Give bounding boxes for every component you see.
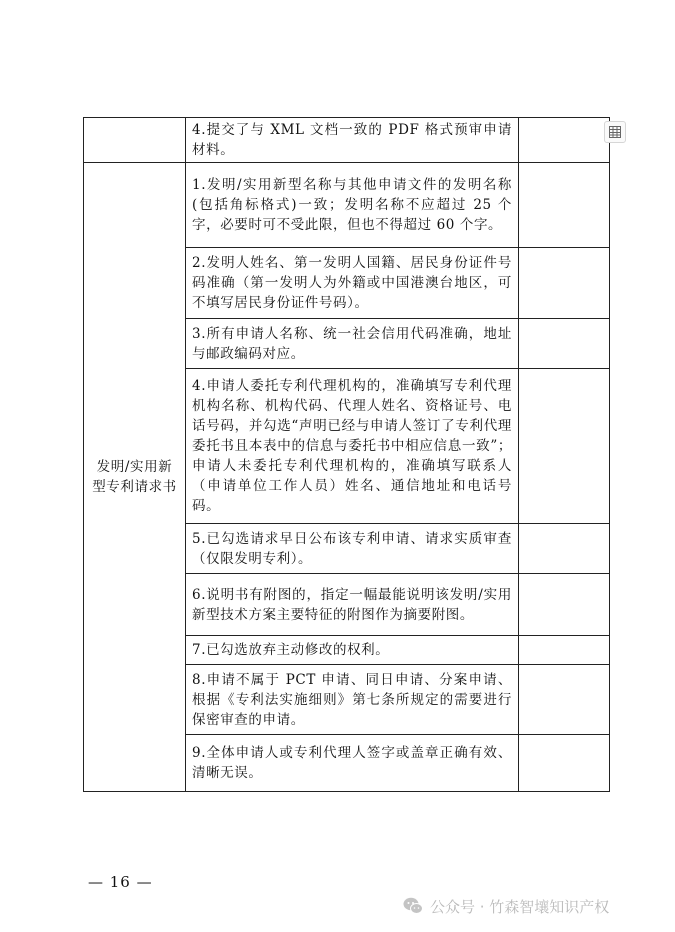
requirement-text: 2.发明人姓名、第一发明人国籍、居民身份证件号码准确（第一发明人为外籍或中国港澳台地区，可不填写居民身份证件号码）。 [186, 248, 519, 319]
requirement-text: 3.所有申请人名称、统一社会信用代码准确，地址与邮政编码对应。 [186, 319, 519, 369]
check-cell[interactable] [519, 319, 610, 369]
check-cell[interactable] [519, 163, 610, 248]
watermark-text: 公众号 · 竹森智壤知识产权 [430, 897, 610, 916]
table-row [84, 118, 610, 163]
category-cell-empty [84, 118, 186, 163]
check-cell[interactable] [519, 118, 610, 163]
check-cell[interactable] [519, 369, 610, 524]
check-cell[interactable] [519, 248, 610, 319]
page-number: — 16 — [88, 873, 153, 891]
check-cell[interactable] [519, 665, 610, 735]
requirement-text: 1.发明/实用新型名称与其他申请文件的发明名称(包括角标格式)一致；发明名称不应超过 25 个字，必要时可不受此限，但也不得超过 60 个字。 [186, 163, 519, 248]
category-cell: 发明/实用新型专利请求书 [84, 163, 186, 792]
requirement-text: 6.说明书有附图的，指定一幅最能说明该发明/实用新型技术方案主要特征的附图作为摘要附图。 [186, 574, 519, 636]
table-icon[interactable] [604, 121, 626, 143]
check-cell[interactable] [519, 574, 610, 636]
wechat-icon [402, 895, 424, 917]
check-cell[interactable] [519, 524, 610, 574]
check-cell[interactable] [519, 735, 610, 792]
requirements-table [83, 117, 610, 792]
watermark [402, 895, 609, 917]
requirement-text: 5.已勾选请求早日公布该专利申请、请求实质审查（仅限发明专利）。 [186, 524, 519, 574]
requirement-text: 8.申请不属于 PCT 申请、同日申请、分案申请、根据《专利法实施细则》第七条所规定的需要进行保密审查的申请。 [186, 665, 519, 735]
requirement-text: 4.提交了与 XML 文档一致的 PDF 格式预审申请材料。 [186, 118, 519, 163]
requirement-text: 9.全体申请人或专利代理人签字或盖章正确有效、清晰无误。 [186, 735, 519, 792]
check-cell[interactable] [519, 636, 610, 665]
requirement-text: 4.申请人委托专利代理机构的，准确填写专利代理机构名称、机构代码、代理人姓名、资格证号、电话号码，并勾选“声明已经与申请人签订了专利代理委托书且本表中的信息与委托书中相应信息一致”；申请人未委托专利代理机构的，准确填写联系人（申请单位工作人员）姓名、通信地址和电话号码。 [186, 369, 519, 524]
table-row [84, 163, 610, 248]
requirement-text: 7.已勾选放弃主动修改的权利。 [186, 636, 519, 665]
